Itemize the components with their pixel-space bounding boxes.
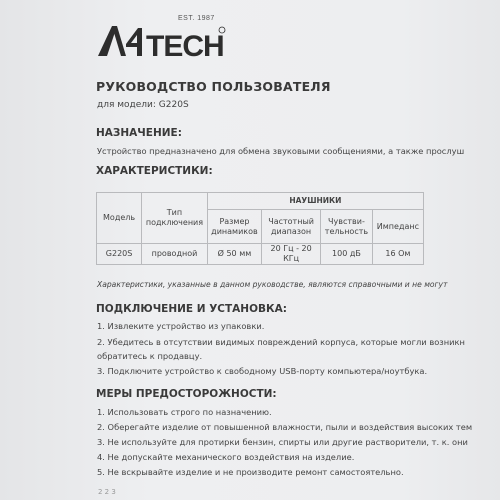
specs-heading: ХАРАКТЕРИСТИКИ: <box>96 165 213 177</box>
header-sensitivity: Чувстви-тельность <box>321 210 373 244</box>
header-headphones-group: НАУШНИКИ <box>207 193 423 210</box>
header-driver-size: Размер динамиков <box>207 210 261 244</box>
safety-rule: 4. Не допускайте механического воздействия на изделие. <box>97 452 355 462</box>
page-footer-fragment: 2 2 3 <box>98 488 116 496</box>
safety-rule: 3. Не используйте для протирки бензин, спирты или другие растворители, т. к. они <box>97 437 468 447</box>
svg-text:TECH: TECH <box>146 30 224 63</box>
safety-heading: МЕРЫ ПРЕДОСТОРОЖНОСТИ: <box>96 388 277 400</box>
cell-frequency-range: 20 Гц - 20 КГц <box>262 244 321 265</box>
specs-note: Характеристики, указанные в данном руководстве, являются справочными и не могут <box>97 280 448 289</box>
brand-est: EST. 1987 <box>178 15 215 22</box>
safety-rule: 5. Не вскрывайте изделие и не производите ремонт самостоятельно. <box>97 467 404 477</box>
connection-step: 3. Подключите устройство к свободному USB-порту компьютера/ноутбука. <box>97 366 428 376</box>
specs-table <box>96 192 424 265</box>
header-connection-type: Тип подключения <box>142 193 208 244</box>
connection-step: 1. Извлеките устройство из упаковки. <box>97 321 265 331</box>
cell-model: G220S <box>97 244 142 265</box>
a4tech-logo-mark <box>96 20 226 62</box>
purpose-text: Устройство предназначено для обмена звуковыми сообщениями, а также прослуш <box>97 146 465 156</box>
purpose-heading: НАЗНАЧЕНИЕ: <box>96 127 182 139</box>
safety-rule: 2. Оберегайте изделие от повышенной влажности, пыли и воздействия высоких тем <box>97 422 473 432</box>
header-impedance: Импеданс <box>372 210 423 244</box>
cell-impedance: 16 Ом <box>372 244 423 265</box>
page-title: РУКОВОДСТВО ПОЛЬЗОВАТЕЛЯ <box>96 79 331 94</box>
cell-sensitivity: 100 дБ <box>321 244 373 265</box>
cell-driver-size: Ø 50 мм <box>207 244 261 265</box>
header-frequency-range: Частотный диапазон <box>262 210 321 244</box>
connection-step: 2. Убедитесь в отсутствии видимых повреждений корпуса, которые могли возникн <box>97 337 465 347</box>
brand-logo <box>96 20 226 62</box>
cell-connection-type: проводной <box>142 244 208 265</box>
connection-step: обратитесь к продавцу. <box>97 351 203 361</box>
connection-heading: ПОДКЛЮЧЕНИЕ И УСТАНОВКА: <box>96 303 287 315</box>
safety-rule: 1. Использовать строго по назначению. <box>97 407 272 417</box>
header-model: Модель <box>97 193 142 244</box>
model-subtitle: для модели: G220S <box>97 100 189 110</box>
